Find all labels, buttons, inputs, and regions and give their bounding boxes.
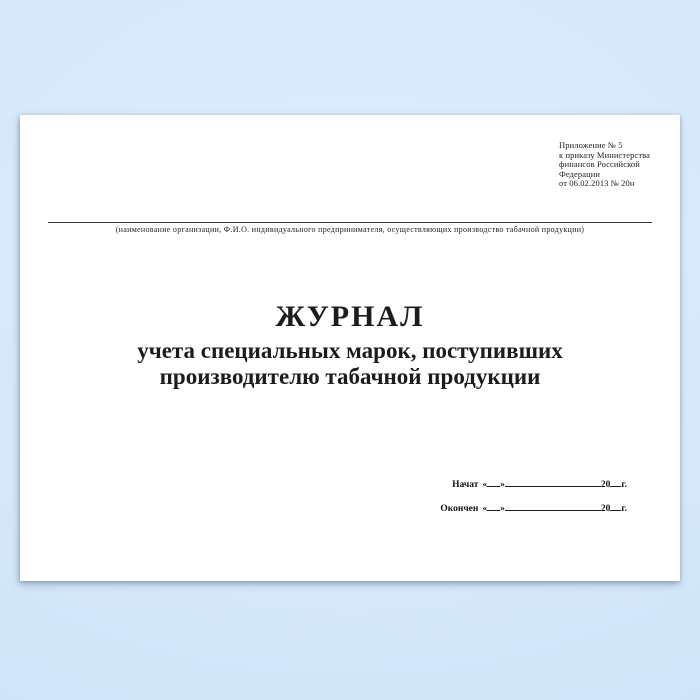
organization-fill-line xyxy=(48,222,652,223)
month-blank xyxy=(505,503,601,511)
appendix-line: к приказу Министерства xyxy=(559,149,651,160)
open-quote: « xyxy=(482,480,488,490)
day-blank xyxy=(487,479,500,487)
journal-subtitle xyxy=(20,338,680,390)
appendix-line: от 06.02.2013 № 20н xyxy=(559,178,635,188)
finished-label: Окончен xyxy=(440,504,479,514)
date-finished-row xyxy=(440,503,627,515)
year-suffix: г. xyxy=(621,480,627,490)
year-suffix: г. xyxy=(621,504,627,514)
month-blank xyxy=(505,479,601,487)
journal-cover-page xyxy=(20,115,680,581)
date-fields-block xyxy=(440,479,627,527)
year-prefix: 20 xyxy=(600,504,611,514)
open-quote: « xyxy=(482,504,488,514)
appendix-line: Приложение № 5 xyxy=(559,140,623,150)
day-blank xyxy=(487,503,500,511)
organization-caption: (наименование организации, Ф.И.О. индивидуального предпринимателя, осуществляющих производство табачной продукции) xyxy=(115,225,585,234)
started-label: Начат xyxy=(452,480,479,490)
year-blank xyxy=(610,479,621,487)
appendix-line: финансов Российской xyxy=(559,159,640,169)
close-quote: » xyxy=(500,504,505,514)
appendix-line: Федерации xyxy=(559,168,601,179)
close-quote: » xyxy=(500,480,505,490)
journal-subtitle-line2: производителю табачной продукции xyxy=(159,364,541,389)
journal-title: ЖУРНАЛ xyxy=(275,300,425,333)
appendix-reference-block xyxy=(559,141,671,189)
journal-subtitle-line1: учета специальных марок, поступивших xyxy=(137,338,563,363)
date-started-row xyxy=(440,479,627,491)
year-prefix: 20 xyxy=(600,480,611,490)
year-blank xyxy=(610,503,621,511)
